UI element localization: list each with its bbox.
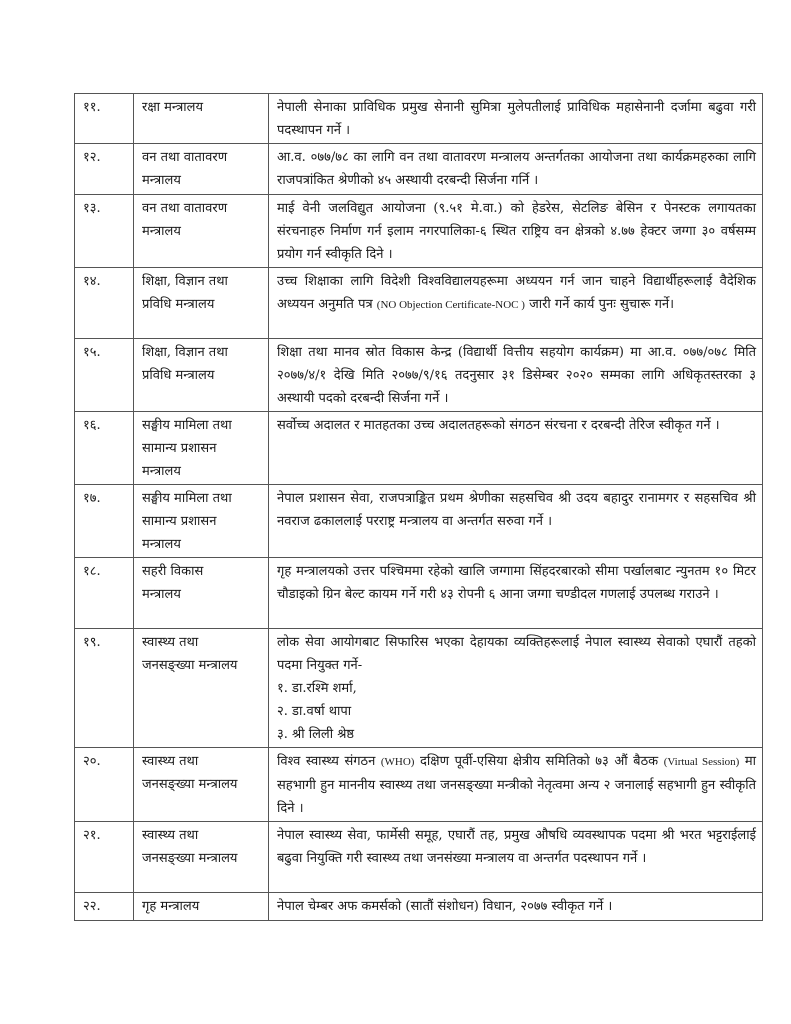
ministry-line: मन्त्रालय <box>142 224 181 239</box>
decisions-table <box>74 93 763 921</box>
ministry-line: प्रविधि मन्त्रालय <box>142 368 215 383</box>
ministry-line: सङ्घीय मामिला तथा <box>142 418 232 433</box>
decision-cell <box>269 268 763 339</box>
decision-text: नेपाली सेनाका प्राविधिक प्रमुख सेनानी सुमित्रा मुलेपतीलाई प्राविधिक महासेनानी दर्जामा बढुवा गरी पदस्थापन गर्ने । <box>277 100 756 138</box>
table-row <box>75 195 763 268</box>
decision-text: माई वेनी जलविद्युत आयोजना (९.५१ मे.वा.) को हेडरेस, सेटलिङ बेसिन र पेनस्टक लगायतका संरचनाहरु निर्माण गर्न इलाम नगरपालिका-६ स्थित राष्ट्रिय वन क्षेत्रको ४.७७ हेक्टर जग्गा ३० वर्षसम्म प्रयोग गर्न स्वीकृति दिने । <box>277 201 756 262</box>
ministry-line: मन्त्रालय <box>142 464 181 479</box>
table-row <box>75 412 763 485</box>
row-number: २१. <box>75 822 134 893</box>
ministry-cell <box>134 629 269 748</box>
decision-text-latin: (WHO) <box>380 756 415 768</box>
ministry-line: मन्त्रालय <box>142 173 181 188</box>
decision-cell <box>269 195 763 268</box>
appointee-item: १. डा.रश्मि शर्मा, <box>277 681 357 696</box>
row-number: १९. <box>75 629 134 748</box>
row-number: १३. <box>75 195 134 268</box>
decision-text: मा सहभागी हुन माननीय स्वास्थ्य तथा जनसङ्ख्या मन्त्रीको नेतृत्वमा अन्य २ जनालाई सहभागी हुन स्वीकृति दिने । <box>277 754 756 816</box>
ministry-line: जनसङ्ख्या मन्त्रालय <box>142 658 238 673</box>
table-row <box>75 558 763 629</box>
decision-text: आ.व. ०७७/७८ का लागि वन तथा वातावरण मन्त्रालय अन्तर्गतका आयोजना तथा कार्यक्रमहरुका लागि राजपत्रांकित श्रेणीको ४५ अस्थायी दरबन्दी सिर्जना गर्नि । <box>277 150 756 188</box>
decision-text: उच्च शिक्षाका लागि विदेशी विश्वविद्यालयहरूमा अध्ययन गर्न जान चाहने विद्यार्थीहरूलाई वैदेशिक अध्ययन अनुमति पत्र <box>277 274 756 312</box>
ministry-line: गृह मन्त्रालय <box>142 899 200 914</box>
decision-cell <box>269 629 763 748</box>
table-row <box>75 268 763 339</box>
ministry-line: वन तथा वातावरण <box>142 201 228 216</box>
row-number: १७. <box>75 485 134 558</box>
decision-text: नेपाल स्वास्थ्य सेवा, फार्मेसी समूह, एघारौं तह, प्रमुख औषधि व्यवस्थापक पदमा श्री भरत भट्टराईलाई बढुवा नियुक्ति गरी स्वास्थ्य तथा जनसंख्या मन्त्रालय वा अन्तर्गत पदस्थापन गर्ने । <box>277 828 756 866</box>
decision-cell <box>269 485 763 558</box>
decision-text: सर्वोच्च अदालत र मातहतका उच्च अदालतहरूको संगठन संरचना र दरबन्दी तेरिज स्वीकृत गर्ने । <box>277 418 720 433</box>
row-number: २०. <box>75 748 134 822</box>
decision-text: दक्षिण पूर्वी-एसिया क्षेत्रीय समितिको ७३ औं बैठक <box>414 754 664 769</box>
decision-cell <box>269 412 763 485</box>
ministry-line: मन्त्रालय <box>142 587 181 602</box>
ministry-cell <box>134 558 269 629</box>
ministry-line: सङ्घीय मामिला तथा <box>142 491 232 506</box>
ministry-cell <box>134 268 269 339</box>
ministry-line: मन्त्रालय <box>142 537 181 552</box>
decision-text-latin: (Virtual Session) <box>663 756 740 768</box>
decision-cell <box>269 144 763 195</box>
ministry-line: सहरी विकास <box>142 564 204 579</box>
ministry-line: सामान्य प्रशासन <box>142 514 217 529</box>
ministry-cell <box>134 412 269 485</box>
table-row <box>75 485 763 558</box>
row-number: १६. <box>75 412 134 485</box>
ministry-line: रक्षा मन्त्रालय <box>142 100 204 115</box>
decision-text: नेपाल प्रशासन सेवा, राजपत्राङ्कित प्रथम श्रेणीका सहसचिव श्री उदय बहादुर रानामगर र सहसचिव श्री नवराज ढकाललाई परराष्ट्र मन्त्रालय वा अन्तर्गत सरुवा गर्ने । <box>277 491 756 529</box>
table-row <box>75 629 763 748</box>
table-row <box>75 339 763 412</box>
decision-text: नेपाल चेम्बर अफ कमर्सको (सातौं संशोधन) विधान, २०७७ स्वीकृत गर्ने । <box>277 899 613 914</box>
ministry-cell <box>134 339 269 412</box>
decision-cell <box>269 748 763 822</box>
decisions-table-body <box>75 94 763 921</box>
decision-text: शिक्षा तथा मानव स्रोत विकास केन्द्र (विद्यार्थी वित्तीय सहयोग कार्यक्रम) मा आ.व. ०७७/०७८ मिति २०७७/४/१ देखि मिति २०७७/९/१६ तदनुसार ३१ डिसेम्बर २०२० सम्मका लागि अधिकृतस्तरका ३ अस्थायी पदको दरबन्दी सिर्जना गर्ने । <box>277 345 756 406</box>
table-row <box>75 94 763 144</box>
appointee-item: २. डा.वर्षा थापा <box>277 704 352 719</box>
ministry-line: जनसङ्ख्या मन्त्रालय <box>142 777 238 792</box>
row-number: १८. <box>75 558 134 629</box>
appointee-item: ३. श्री लिली श्रेष्ठ <box>277 727 355 742</box>
decision-cell <box>269 558 763 629</box>
decision-cell <box>269 339 763 412</box>
ministry-cell <box>134 94 269 144</box>
decision-text: जारी गर्ने कार्य पुनः सुचारू गर्ने। <box>524 297 675 312</box>
decision-cell <box>269 893 763 921</box>
table-row <box>75 748 763 822</box>
ministry-cell <box>134 893 269 921</box>
ministry-line: शिक्षा, विज्ञान तथा <box>142 274 228 289</box>
decision-text: लोक सेवा आयोगबाट सिफारिस भएका देहायका व्यक्तिहरूलाई नेपाल स्वास्थ्य सेवाको एघारौं तहको पदमा नियुक्त गर्ने- <box>277 635 756 673</box>
decision-text-latin: (NO Objection Certificate-NOC ) <box>376 299 525 311</box>
ministry-line: जनसङ्ख्या मन्त्रालय <box>142 851 238 866</box>
ministry-cell <box>134 144 269 195</box>
decision-cell <box>269 94 763 144</box>
ministry-line: स्वास्थ्य तथा <box>142 828 199 843</box>
decision-text: विश्व स्वास्थ्य संगठन <box>277 754 381 769</box>
decision-cell <box>269 822 763 893</box>
decision-text: गृह मन्त्रालयको उत्तर पश्चिममा रहेको खालि जग्गामा सिंहदरबारको सीमा पर्खालबाट न्युनतम १० मिटर चौडाइको ग्रिन बेल्ट कायम गर्ने गरी ४३ रोपनी ६ आना जग्गा चण्डीदल गणलाई उपलब्ध गराउने । <box>277 564 756 602</box>
ministry-line: स्वास्थ्य तथा <box>142 754 199 769</box>
row-number: १५. <box>75 339 134 412</box>
table-row <box>75 822 763 893</box>
ministry-cell <box>134 485 269 558</box>
ministry-line: शिक्षा, विज्ञान तथा <box>142 345 228 360</box>
ministry-line: स्वास्थ्य तथा <box>142 635 199 650</box>
ministry-line: सामान्य प्रशासन <box>142 441 217 456</box>
table-row <box>75 893 763 921</box>
row-number: १२. <box>75 144 134 195</box>
ministry-cell <box>134 195 269 268</box>
row-number: १४. <box>75 268 134 339</box>
row-number: ११. <box>75 94 134 144</box>
ministry-cell <box>134 822 269 893</box>
row-number: २२. <box>75 893 134 921</box>
ministry-line: वन तथा वातावरण <box>142 150 228 165</box>
ministry-cell <box>134 748 269 822</box>
table-row <box>75 144 763 195</box>
ministry-line: प्रविधि मन्त्रालय <box>142 297 215 312</box>
